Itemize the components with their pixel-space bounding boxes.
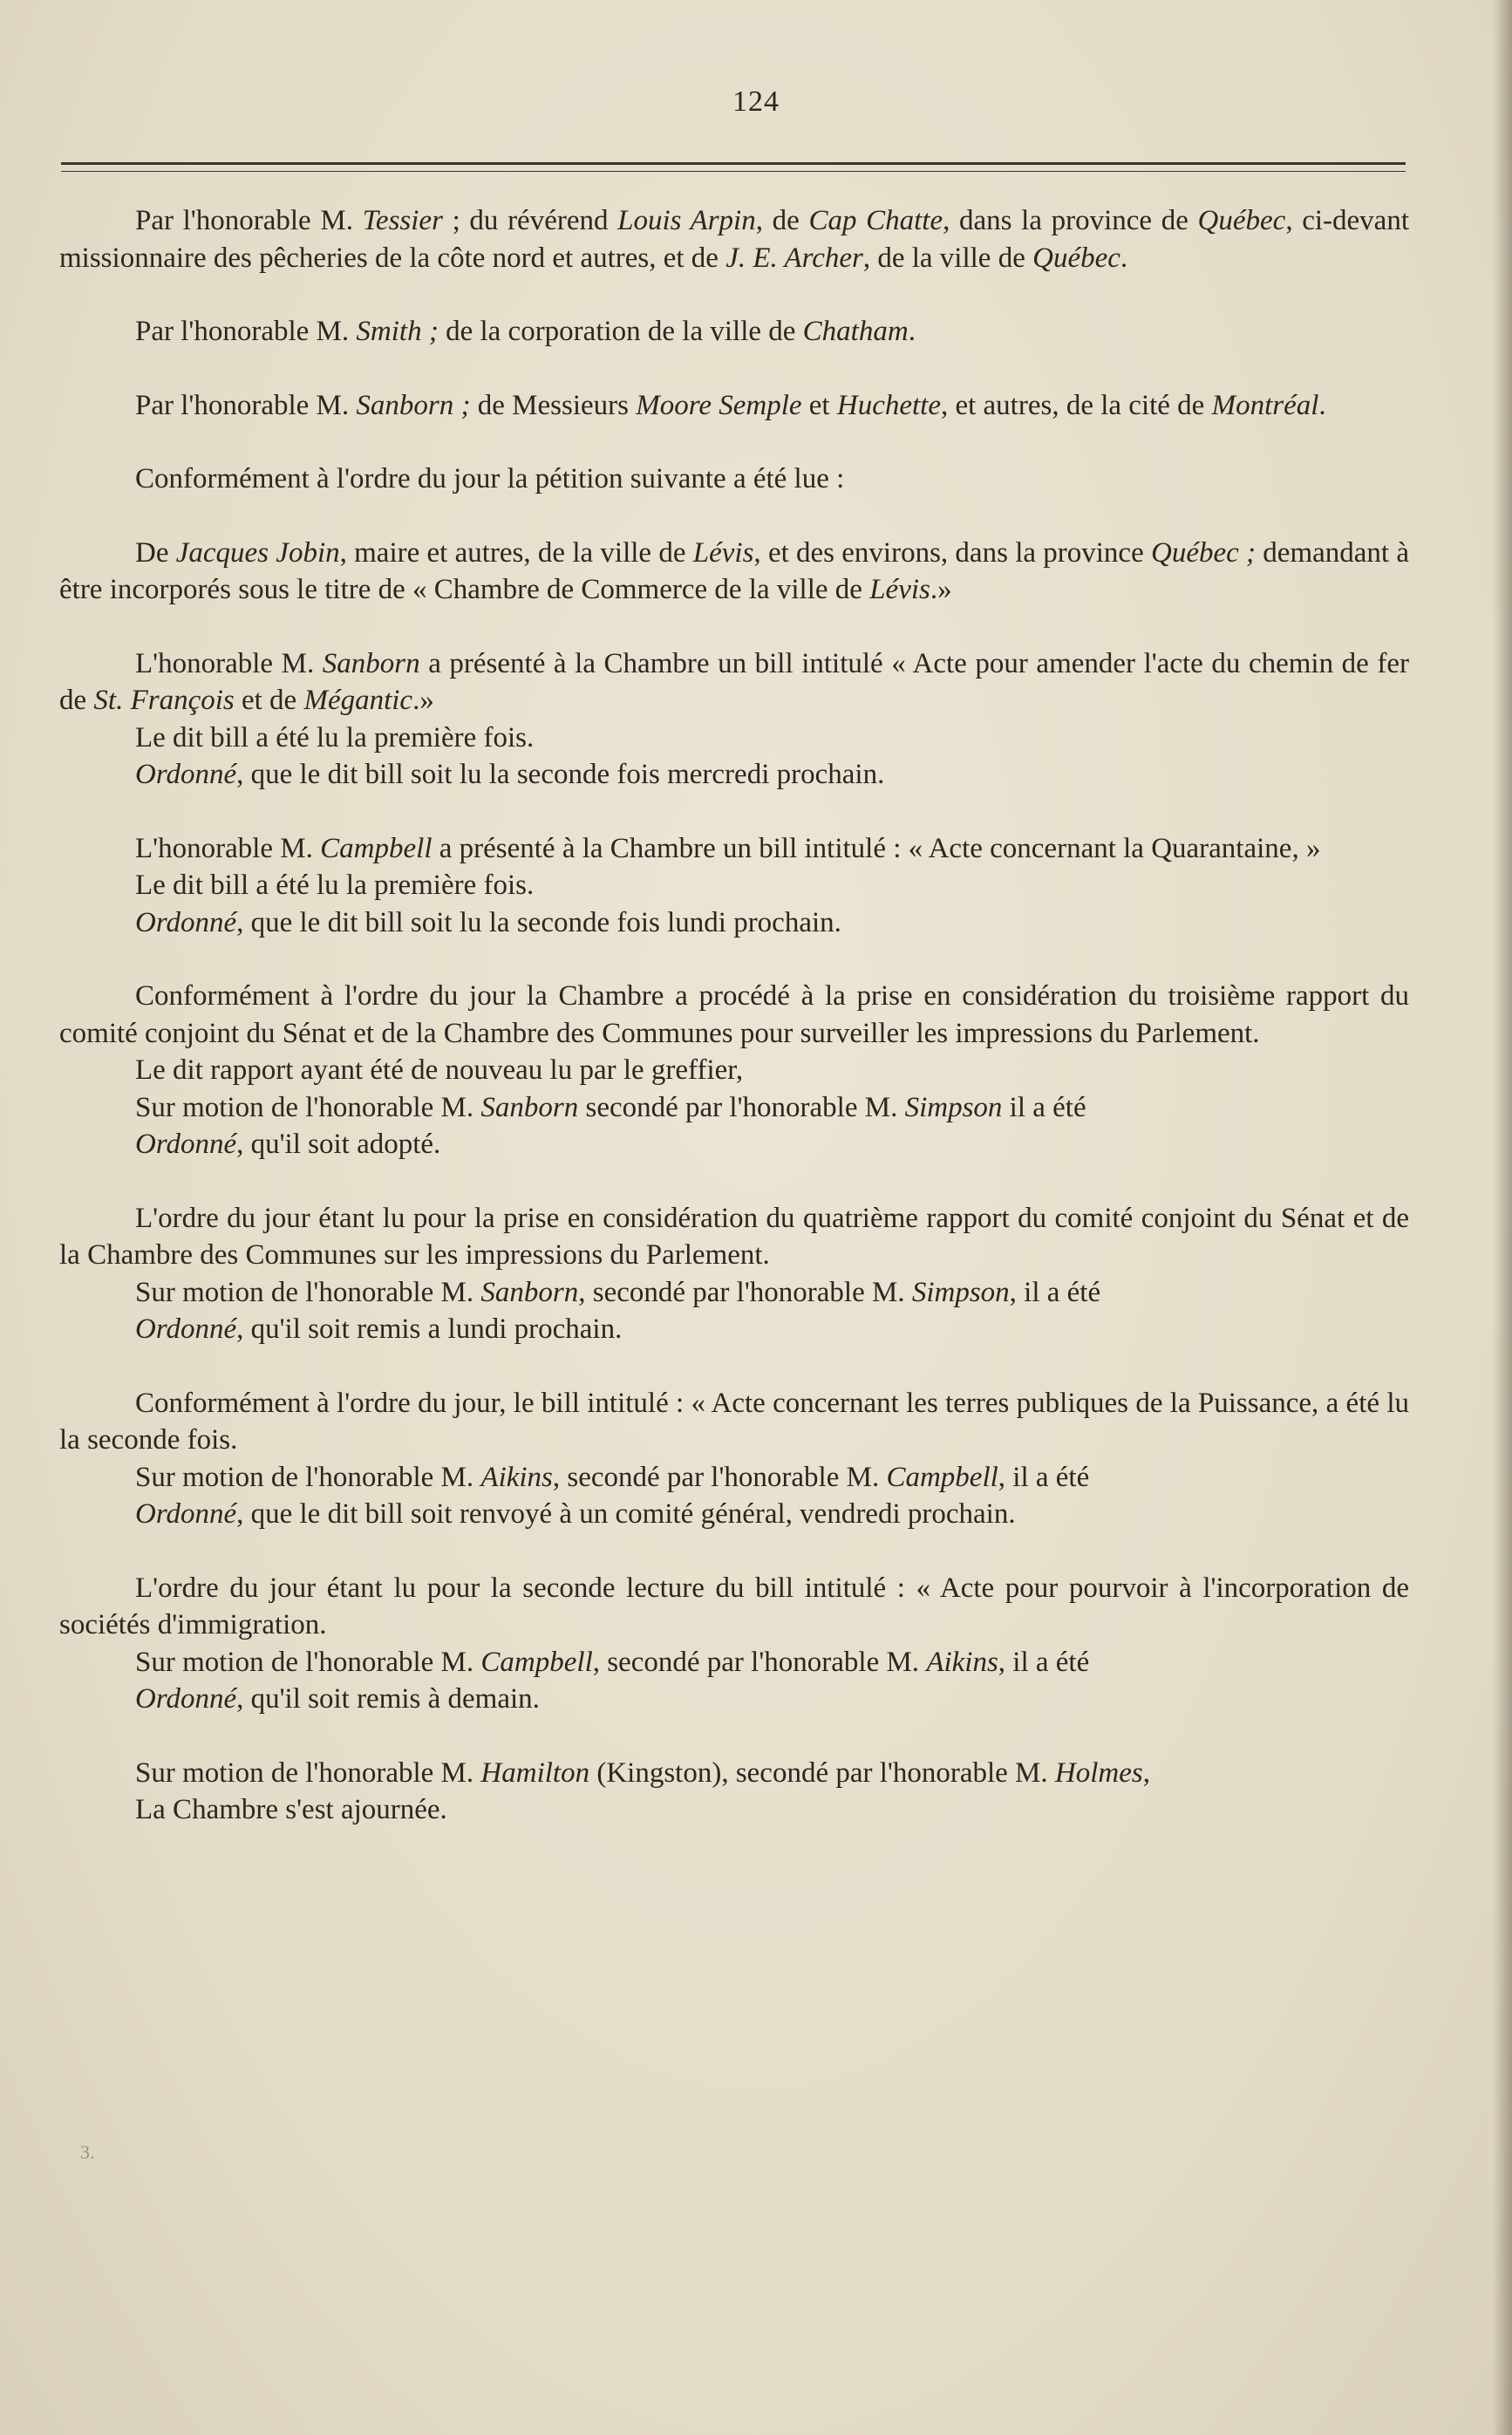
footer-mark: 3. [80,2141,95,2163]
text-run: , dans la province de [943,205,1198,236]
paragraph [59,1200,1409,1348]
italic-name: Simpson [904,1091,1003,1123]
binding-edge-shadow [1493,0,1512,2435]
text-run: . [1120,242,1128,274]
italic-name: Montréal [1211,389,1319,421]
text-run: , il a été [998,1461,1090,1493]
paragraph-line [59,1274,1409,1312]
paragraph-line [59,1570,1409,1644]
italic-name: Ordonné [135,1313,237,1345]
text-run: , ci-devant missionnaire des pêcheries de la côte nord et autres, et de [59,205,1409,274]
paragraph-line [59,202,1409,276]
paragraph-line [59,1089,1409,1127]
text-run: Le dit bill a été lu la première fois. [135,870,535,901]
text-run: demandant à être incorporés sous le titre de « Chambre de Commerce de la ville de [59,536,1409,605]
text-run: , de la ville de [862,242,1033,274]
paragraph [59,1570,1409,1718]
text-run: Le dit rapport ayant été de nouveau lu par le greffier, [135,1054,744,1086]
text-run: . [908,316,916,347]
paragraph-line [59,720,1409,757]
text-run: de Messieurs [470,389,637,421]
paragraph-line [59,867,1409,904]
paragraph [59,460,1409,498]
italic-name: Simpson [911,1276,1010,1308]
italic-name: Lévis [869,574,930,605]
text-run: et [801,389,837,421]
italic-name: Smith ; [356,316,439,347]
italic-name: Ordonné [135,1129,237,1160]
paragraph [59,313,1409,351]
text-run: , il a été [998,1646,1090,1678]
paragraph-line [59,1385,1409,1459]
text-run: L'honorable M. [135,832,321,864]
italic-name: Holmes [1054,1756,1143,1789]
paragraph-line [59,1200,1409,1274]
text-run: L'honorable M. [135,647,323,679]
paragraph-line [59,978,1409,1052]
text-run: , que le dit bill soit lu la seconde fois mercredi prochain. [236,759,885,790]
text-run: Conformément à l'ordre du jour la pétition suivante a été lue : [135,463,845,495]
italic-name: Québec ; [1151,536,1257,569]
italic-name: Chatham [802,316,909,347]
text-run: Sur motion de l'honorable M. [135,1646,481,1678]
text-run: .» [930,574,952,605]
paragraph-line [59,1311,1409,1348]
italic-name: Sanborn ; [356,389,471,421]
italic-name: Tessier [362,205,443,236]
text-run: , de [755,205,809,236]
paragraph [59,535,1409,609]
text-run: , que le dit bill soit lu la seconde fois lundi prochain. [236,906,841,938]
paragraph-line [59,313,1409,351]
italic-name: Campbell [480,1646,593,1678]
paragraph-line [59,1755,1409,1792]
header-rule-thin [61,171,1406,172]
italic-name: St. François [93,685,235,716]
italic-name: Ordonné [135,906,237,938]
journal-body [59,202,1409,1865]
italic-name: Cap Chatte [808,205,943,236]
italic-name: Ordonné [135,1498,237,1530]
paragraph-line [59,645,1409,720]
text-run: a présenté à la Chambre un bill intitulé : « Acte concernant la Quarantaine, » [432,832,1321,864]
text-run: , secondé par l'honorable M. [592,1646,927,1678]
italic-name: Moore Semple [636,389,802,421]
text-run: Par l'honorable M. [135,205,363,236]
italic-name: Aikins [480,1461,553,1493]
text-run: La Chambre s'est ajournée. [135,1794,447,1825]
paragraph-line [59,460,1409,498]
text-run: Sur motion de l'honorable M. [135,1276,481,1308]
text-run: De [135,536,176,569]
text-run: Par l'honorable M. [135,316,357,347]
text-run: Sur motion de l'honorable M. [135,1756,481,1789]
text-run: de la corporation de la ville de [438,316,803,347]
text-run: , [1142,1756,1150,1789]
italic-name: Ordonné [135,759,237,790]
paragraph-line [59,756,1409,794]
text-run: (Kingston), secondé par l'honorable M. [589,1756,1055,1789]
text-run: Sur motion de l'honorable M. [135,1461,481,1493]
italic-name: Sanborn [480,1091,579,1123]
paragraph-line [59,1052,1409,1089]
paragraph [59,202,1409,276]
italic-name: Huchette [836,389,941,421]
paragraph-line [59,1496,1409,1533]
text-run: , secondé par l'honorable M. [552,1461,887,1493]
text-run: , qu'il soit remis à demain. [236,1683,540,1715]
italic-name: Sanborn [480,1276,579,1308]
text-run: Le dit bill a été lu la première fois. [135,721,535,754]
paragraph-line [59,387,1409,425]
paragraph-line [59,1644,1409,1681]
paragraph [59,645,1409,794]
italic-name: J. E. Archer [725,242,863,274]
text-run: ; du révérend [442,205,618,236]
text-run: et de [234,685,304,716]
italic-name: Ordonné [135,1683,237,1715]
text-run: L'ordre du jour étant lu pour la prise en considération du quatrième rapport du comité conjoint du Sénat et de la Chambre des Communes sur les impressions du Parlement. [59,1202,1409,1271]
italic-name: Aikins [926,1646,998,1678]
page-number: 124 [732,85,780,118]
paragraph-line [59,1791,1409,1829]
text-run: , il a été [1009,1276,1101,1308]
text-run: L'ordre du jour étant lu pour la seconde lecture du bill intitulé : « Acte pour pourvoir à l'incorporation de sociétés d'immigration. [59,1572,1409,1640]
text-run: , qu'il soit remis a lundi prochain. [236,1313,623,1345]
text-run: , que le dit bill soit renvoyé à un comité général, vendredi prochain. [236,1498,1016,1530]
text-run: . [1318,389,1326,421]
paragraph [59,978,1409,1163]
paragraph-line [59,1681,1409,1718]
text-run: .» [412,685,434,716]
paragraph-line [59,1126,1409,1163]
italic-name: Sanborn [322,647,420,679]
header-rule [61,162,1406,165]
paragraph-line [59,1459,1409,1497]
italic-name: Jacques Jobin [175,536,340,569]
paragraph-line [59,830,1409,868]
text-run: a présenté à la Chambre un bill intitulé « Acte pour amender l'acte du chemin de fer de [59,647,1409,716]
italic-name: Québec [1032,242,1120,274]
italic-name: Québec [1197,205,1286,236]
text-run: , et des environs, dans la province [753,536,1151,569]
text-run: secondé par l'honorable M. [578,1091,905,1123]
paragraph-line [59,904,1409,942]
italic-name: Louis Arpin [617,205,756,236]
paragraph [59,830,1409,942]
text-run: Par l'honorable M. [135,389,357,421]
italic-name: Hamilton [480,1756,590,1789]
italic-name: Lévis [692,536,754,569]
text-run: , maire et autres, de la ville de [339,536,693,569]
text-run: , et autres, de la cité de [940,389,1212,421]
italic-name: Campbell [886,1461,998,1493]
text-run: Conformément à l'ordre du jour, le bill intitulé : « Acte concernant les terres publiques de la Puissance, a été lu la seconde fois. [59,1387,1409,1456]
text-run: il a été [1002,1091,1086,1123]
italic-name: Campbell [320,832,432,864]
text-run: Conformément à l'ordre du jour la Chambre a procédé à la prise en considération du troisième rapport du comité conjoint du Sénat et de la Chambre des Communes pour surveiller les impressions du Parlement. [59,980,1409,1049]
italic-name: Mégantic [303,685,413,716]
paragraph [59,1385,1409,1533]
paragraph [59,1755,1409,1829]
paragraph [59,387,1409,425]
text-run: , secondé par l'honorable M. [578,1276,912,1308]
paragraph-line [59,535,1409,609]
text-run: Sur motion de l'honorable M. [135,1091,481,1123]
text-run: , qu'il soit adopté. [236,1129,441,1160]
